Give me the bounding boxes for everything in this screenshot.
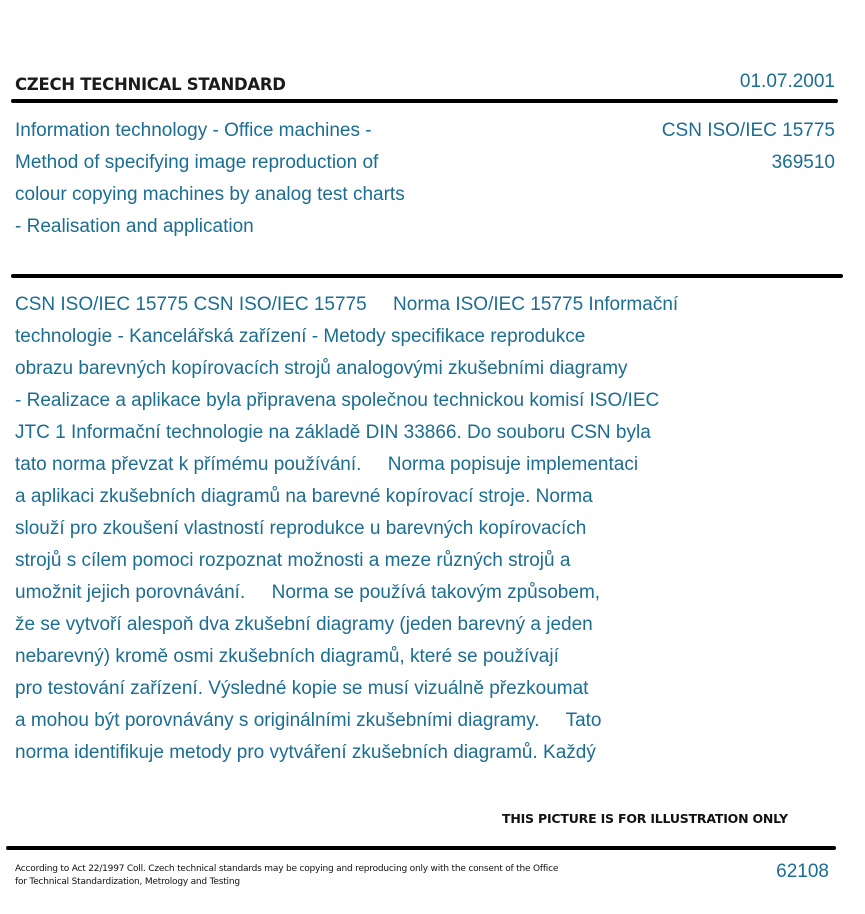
document-type-label: CZECH TECHNICAL STANDARD	[15, 75, 286, 94]
abstract-line: a mohou být porovnávány s originálními zkušebními diagramy. Tato	[15, 710, 602, 731]
abstract-line: že se vytvoří alespoň dva zkušební diagramy (jeden barevný a jeden	[15, 614, 593, 635]
illustration-disclaimer: THIS PICTURE IS FOR ILLUSTRATION ONLY	[502, 811, 788, 826]
effective-date: 01.07.2001	[739, 71, 835, 92]
abstract-line: pro testování zařízení. Výsledné kopie se musí vizuálně přezkoumat	[15, 678, 589, 699]
title-divider	[11, 274, 843, 278]
title-line: colour copying machines by analog test charts	[15, 184, 405, 205]
standard-title	[15, 115, 405, 243]
standard-identifiers	[662, 115, 835, 179]
title-line: Method of specifying image reproduction of	[15, 152, 379, 173]
abstract-line: nebarevný) kromě osmi zkušebních diagramů, které se používají	[15, 646, 559, 667]
abstract-line: a aplikaci zkušebních diagramů na barevné kopírovací stroje. Norma	[15, 486, 593, 507]
abstract-line: CSN ISO/IEC 15775 CSN ISO/IEC 15775 Norma ISO/IEC 15775 Informační	[15, 294, 679, 315]
abstract-line: strojů s cílem pomoci rozpoznat možnosti a meze různých strojů a	[15, 550, 571, 571]
title-line: Information technology - Office machines -	[15, 120, 372, 141]
standard-designation: CSN ISO/IEC 15775	[661, 120, 835, 141]
abstract-line: norma identifikuje metody pro vytváření zkušebních diagramů. Každý	[15, 742, 596, 763]
abstract-line: obrazu barevných kopírovacích strojů analogovými zkušebními diagramy	[15, 358, 628, 379]
classification-code: 369510	[771, 152, 835, 173]
abstract-line: JTC 1 Informační technologie na základě DIN 33866. Do souboru CSN byla	[15, 422, 651, 443]
footer-divider	[6, 846, 836, 850]
title-line: - Realisation and application	[15, 216, 254, 237]
abstract-line: - Realizace a aplikace byla připravena společnou technickou komisí ISO/IEC	[15, 390, 660, 411]
abstract-text	[15, 289, 678, 769]
header-divider	[11, 99, 838, 103]
copyright-notice	[15, 863, 558, 889]
abstract-line: umožnit jejich porovnávání. Norma se používá takovým způsobem,	[15, 582, 601, 603]
abstract-line: technologie - Kancelářská zařízení - Metody specifikace reprodukce	[15, 326, 586, 347]
copyright-line: According to Act 22/1997 Coll. Czech technical standards may be copying and reproducing only with the consent of the Office	[15, 864, 559, 874]
abstract-line: slouží pro zkoušení vlastností reprodukce u barevných kopírovacích	[15, 518, 587, 539]
abstract-line: tato norma převzat k přímému používání. Norma popisuje implementaci	[15, 454, 639, 475]
copyright-line: for Technical Standardization, Metrology and Testing	[15, 877, 240, 887]
catalog-number: 62108	[776, 861, 829, 882]
